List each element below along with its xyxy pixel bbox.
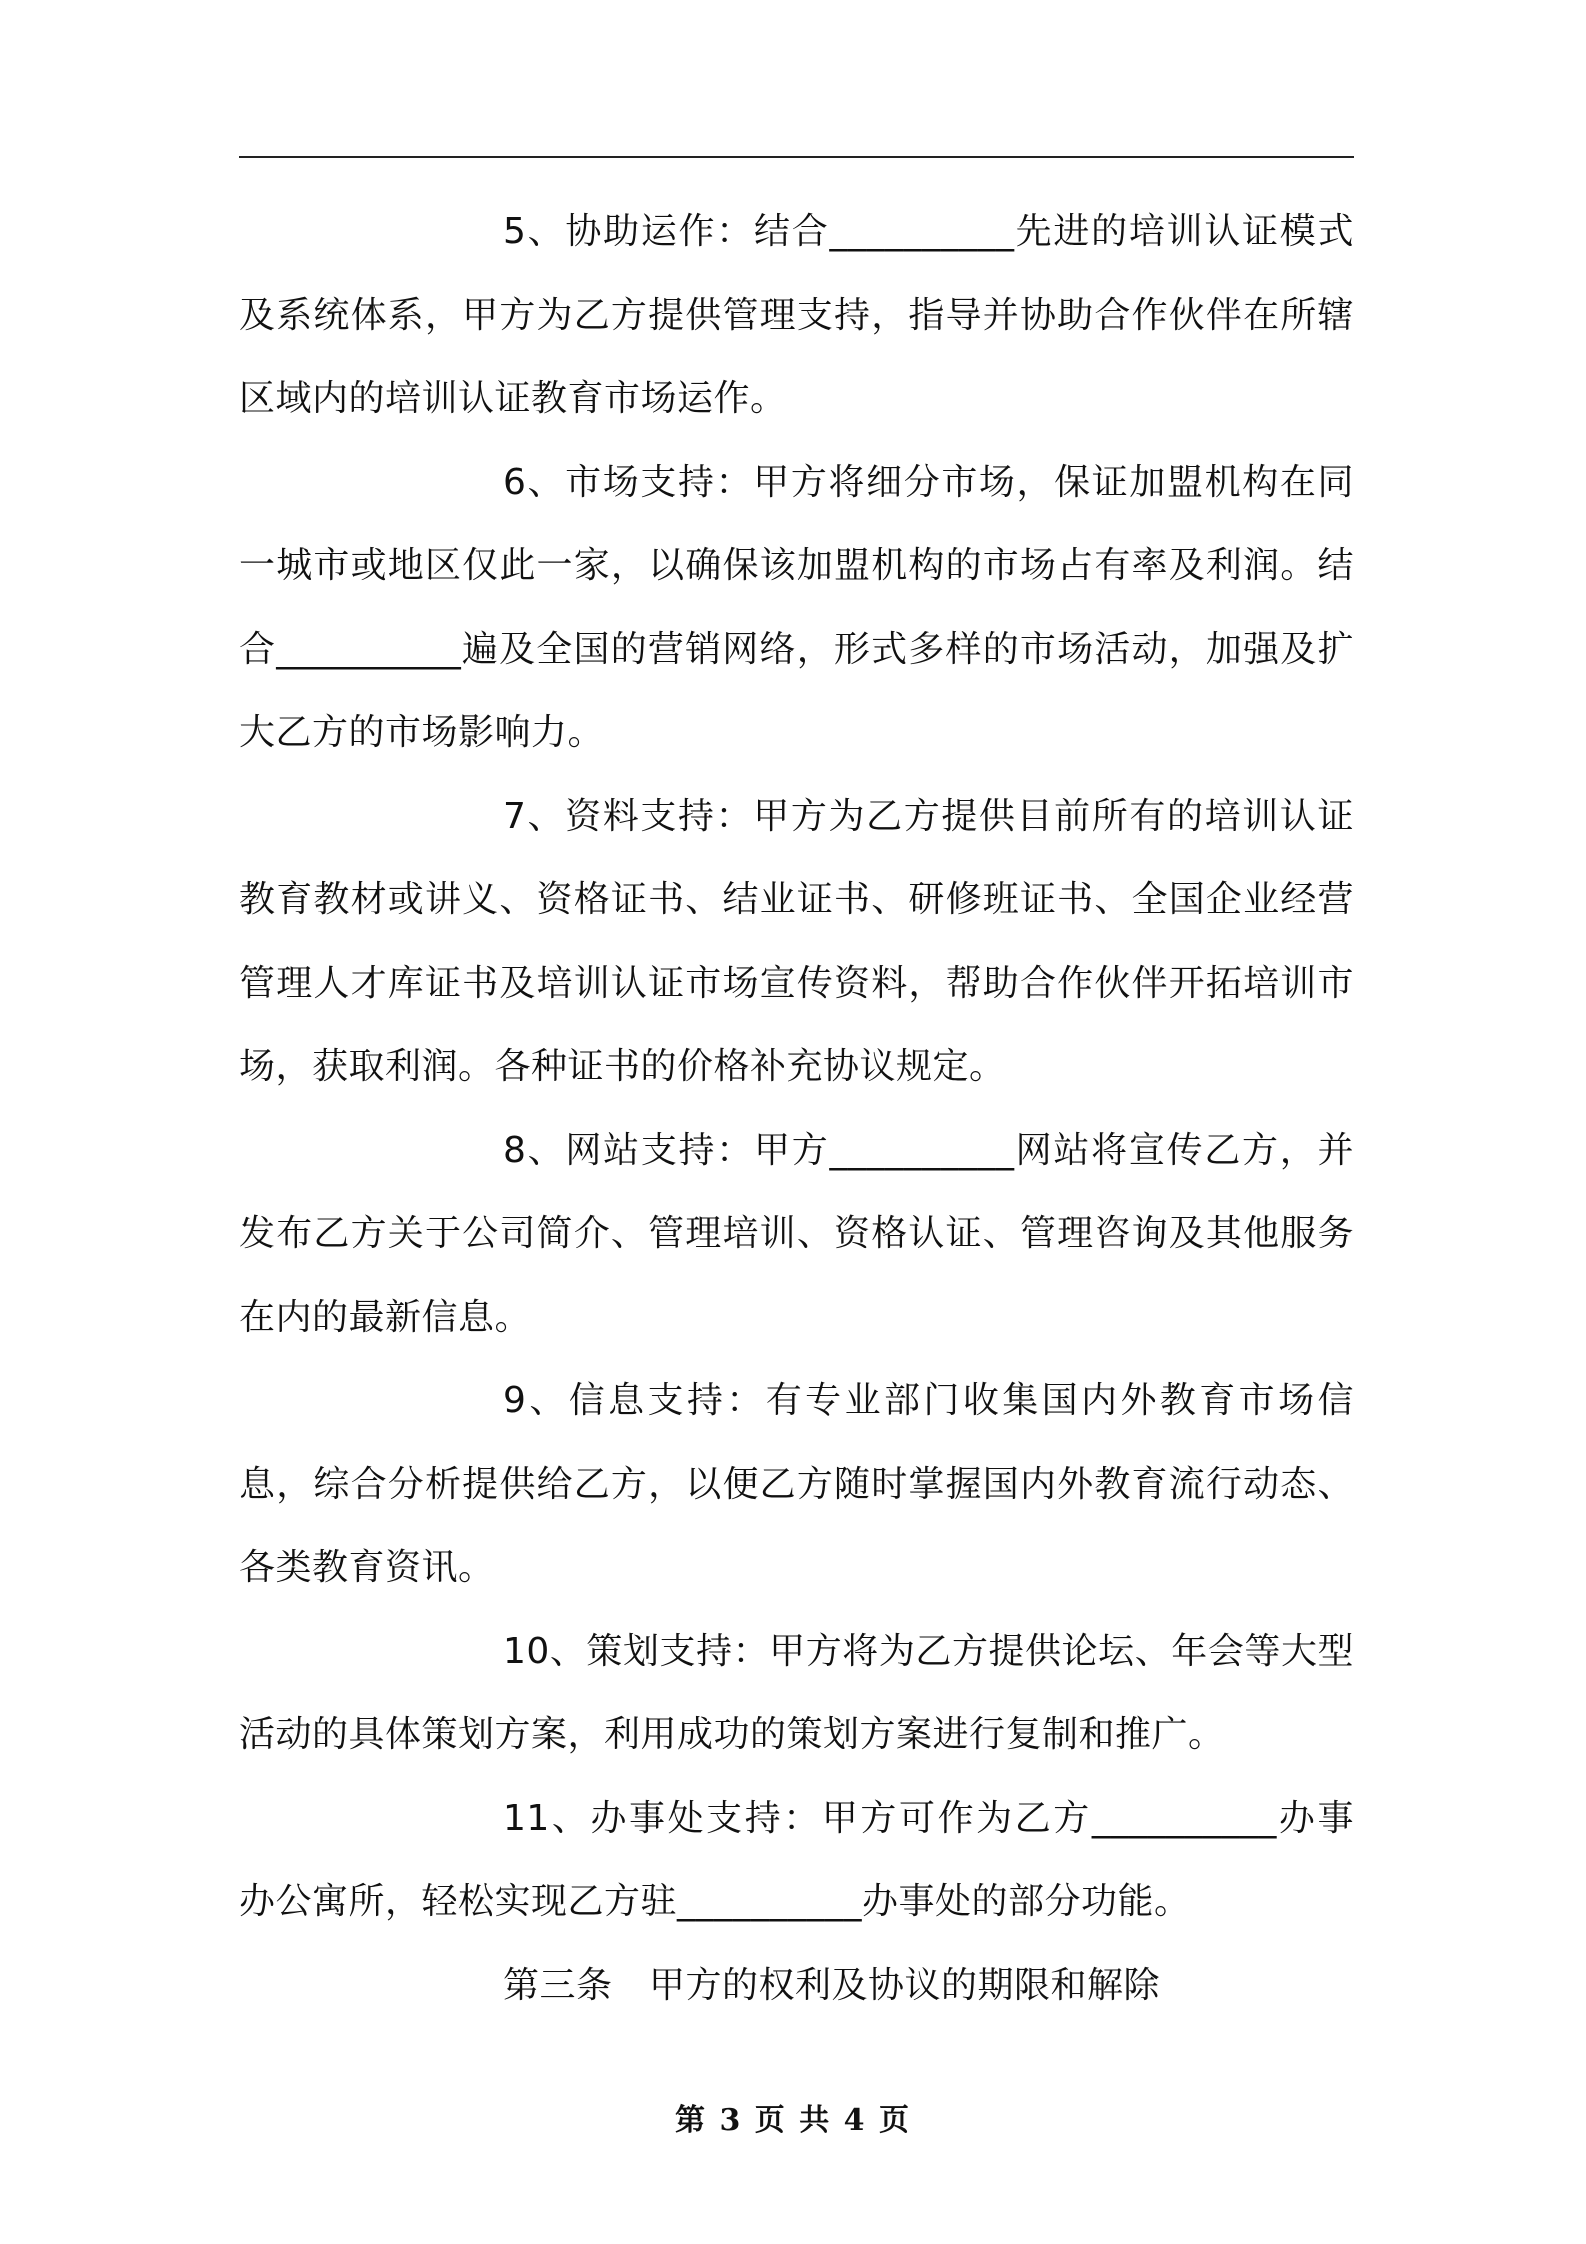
page-footer: 第 3 页 共 4 页 (675, 2103, 911, 2138)
clause-7: 7、资料支持：甲方为乙方提供目前所有的培训认证教育教材或讲义、资格证书、结业证书、研修班证书、全国企业经营管理人才库证书及培训认证市场宣传资料，帮助合作伙伴开拓培训市场，获取利润。各种证书的价格补充协议规定。 (239, 795, 1354, 1087)
section-heading: 第三条 甲方的权利及协议的期限和解除 (503, 1964, 1161, 2006)
header-rule (239, 156, 1354, 158)
clause-11: 11、办事处支持：甲方可作为乙方__________办事办公寓所，轻松实现乙方驻__________办事处的部分功能。 (239, 1797, 1354, 1922)
clause-9: 9、信息支持：有专业部门收集国内外教育市场信息，综合分析提供给乙方，以便乙方随时掌握国内外教育流行动态、各类教育资讯。 (239, 1380, 1354, 1588)
clause-5: 5、协助运作：结合__________先进的培训认证模式及系统体系，甲方为乙方提供管理支持，指导并协助合作伙伴在所辖区域内的培训认证教育市场运作。 (239, 211, 1354, 419)
clause-8: 8、网站支持：甲方__________网站将宣传乙方，并发布乙方关于公司简介、管理培训、资格认证、管理咨询及其他服务在内的最新信息。 (239, 1129, 1354, 1338)
document-body (239, 190, 1354, 2027)
clause-6: 6、市场支持：甲方将细分市场，保证加盟机构在同一城市或地区仅此一家，以确保该加盟机构的市场占有率及利润。结合__________遍及全国的营销网络，形式多样的市场活动，加强及扩大乙方的市场影响力。 (239, 461, 1354, 753)
clause-10: 10、策划支持：甲方将为乙方提供论坛、年会等大型活动的具体策划方案，利用成功的策划方案进行复制和推广。 (239, 1630, 1354, 1755)
